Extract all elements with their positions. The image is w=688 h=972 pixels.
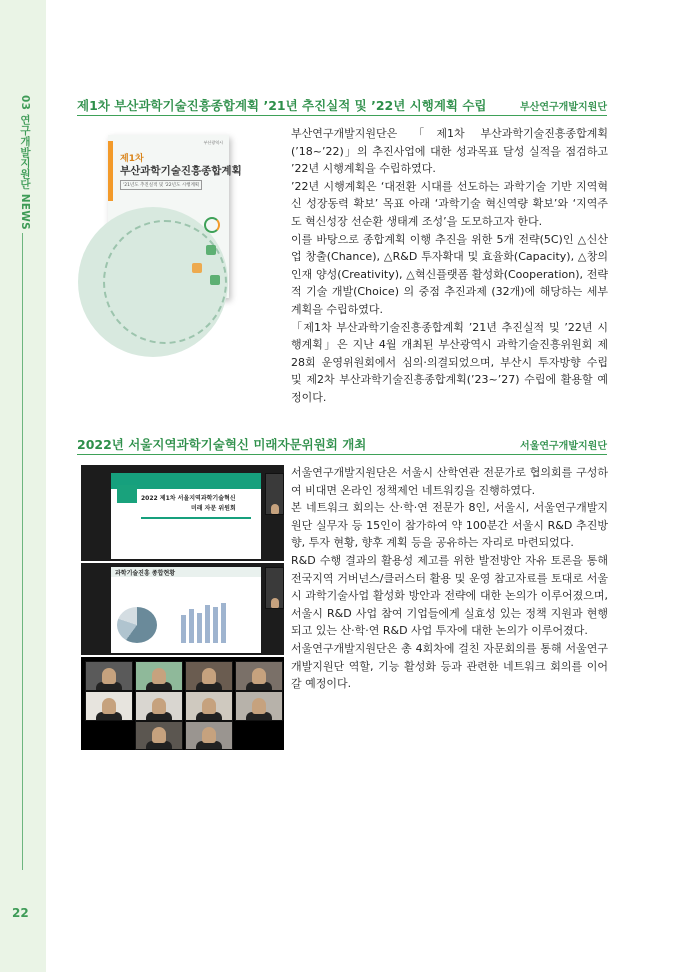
- cover-arc: [103, 220, 227, 344]
- slide-title-page: [111, 473, 261, 559]
- cover-title: 부산과학기술진흥종합계획: [120, 165, 242, 177]
- participant: [271, 598, 279, 608]
- section2-paragraph: R&D 수행 결과의 활용성 제고를 위한 발전방안 자유 토론을 통해 전국지역 거버넌스/클러스터 활용 및 운영 참고자료를 토대로 서울시 과학기술사업 활성화 방안과 전략에 대한 논의가 이루어졌으며, 서울시 R&D 사업 참여 기업들에게 실효성 있는 정책 지원과 현행되고 있는 산·학·연 R&D 사업 투자에 대한 논의가 이루어졌다.: [291, 553, 608, 638]
- bar-graphic: [205, 605, 210, 643]
- section2-paragraph: 본 네트워크 회의는 산·학·연 전문가 8인, 서울시, 서울연구개발지원단 실무자 등 15인이 참가하여 약 100분간 서울시 R&D 추진방향, 투자 현황, 향후 계획 등을 공유하는 자리로 마련되었다.: [291, 501, 608, 550]
- participant-tile: [265, 567, 284, 609]
- section1-paragraph: ’22년 시행계획은 ‘대전환 시대를 선도하는 과학기술 기반 지역혁신 성장동력 확보’ 목표 아래 ‘과학기술 혁신역량 확보’와 ‘지역주도 혁신성장 선순환 생태계 조성’을 도모하고자 한다.: [291, 179, 608, 228]
- participant-tile: [135, 691, 183, 721]
- participant: [152, 698, 166, 714]
- participant-tile: [185, 691, 233, 721]
- bar-graphic: [197, 613, 202, 643]
- participant-tile: [85, 661, 133, 691]
- section1-paragraph: 부산연구개발지원단은 「제1차 부산과학기술진흥종합계획(’18~’22)」의 추진사업에 대한 성과목표 달성 실적을 점검하고 ’22년 시행계획을 수립하였다.: [291, 127, 608, 176]
- cover-gov-text: 부산광역시: [203, 140, 223, 145]
- participant: [202, 698, 216, 714]
- cover-round: 제1차: [120, 154, 144, 164]
- meeting-screenshot-2: [81, 563, 284, 655]
- section1-header: [77, 96, 607, 112]
- book-cover-image: [108, 135, 242, 298]
- participant-tile: [265, 473, 284, 515]
- participant: [152, 727, 166, 743]
- slide2-title: 과학기술진흥 종합현황: [115, 570, 176, 577]
- page-number: 22: [12, 906, 29, 920]
- section2-paragraph: 서울연구개발지원단은 총 4회차에 걸친 자문회의를 통해 서울연구개발지원단 역할, 기능 활성화 등과 관련한 네트워크 회의를 이어갈 예정이다.: [291, 641, 608, 691]
- participant-tile: [135, 721, 183, 750]
- slide1-subtitle: 미래 자문 위원회: [191, 505, 236, 512]
- participant-tile: [135, 661, 183, 691]
- slide-divider: [141, 517, 251, 519]
- bar-graphic: [221, 603, 226, 643]
- section2-paragraph: 서울연구개발지원단은 서울시 산학연관 전문가로 협의회를 구성하여 비대면 온라인 정책제언 네트워킹을 진행하였다.: [291, 466, 608, 497]
- section1-rule: [77, 115, 607, 116]
- participant: [252, 698, 266, 714]
- slide-status-page: [111, 567, 261, 653]
- section2-body: [291, 464, 608, 693]
- meeting-screenshot-1: [81, 465, 284, 561]
- section1-paragraph: 「제1차 부산과학기술진흥종합계획 ’21년 추진실적 및 ’22년 시행계획」은 지난 4월 개최된 부산광역시 과학기술진흥위원회 제28회 운영위원회에서 심의·의결되었으며, 부산시 투자방향 수립 및 제2차 부산과학기술진흥종합계획(’23~’27) 수립에 활용할 예정이다.: [291, 320, 608, 404]
- cover-logo-icon: [204, 217, 220, 233]
- participant-tile: [235, 661, 283, 691]
- participant: [102, 698, 116, 714]
- cover-gear-icon: [192, 263, 202, 273]
- participant: [202, 727, 216, 743]
- sidebar-section-label: 03 연구개발지원단 NEWS: [19, 95, 31, 231]
- pie-chart-graphic: [117, 607, 157, 643]
- participant-tile: [185, 721, 233, 750]
- participant: [202, 668, 216, 684]
- cover-flask-icon: [210, 275, 220, 285]
- section1-org: 부산연구개발지원단: [520, 102, 607, 113]
- section1-body: [291, 125, 608, 407]
- sidebar-divider: [22, 233, 23, 870]
- section1-paragraph: 이를 바탕으로 종합계획 이행 추진을 위한 5개 전략(5C)인 △신산업 창출(Chance), △R&D 투자확대 및 효율화(Capacity), △창의인재 양성(Creativity), △혁신플랫폼 활성화(Cooperation), 전략적 기술 개발(Choice) 의 중점 추진과제 (32개)에 해당하는 세부 계획을 수립하였다.: [291, 232, 608, 316]
- section2-header: [77, 435, 607, 451]
- participant: [102, 668, 116, 684]
- slide-accent-block: [117, 485, 137, 503]
- video-gallery-screenshot: [81, 657, 284, 750]
- slide1-title: 2022 제1차 서울지역과학기술혁신: [141, 495, 236, 502]
- participant-tile: [85, 691, 133, 721]
- participant-tile: [185, 661, 233, 691]
- section1-title: 제1차 부산과학기술진흥종합계획 ’21년 추진실적 및 ’22년 시행계획 수립: [77, 98, 487, 113]
- section2-rule: [77, 454, 607, 455]
- bar-graphic: [213, 607, 218, 643]
- participant: [271, 504, 279, 514]
- cover-band: [108, 141, 113, 201]
- participant-tile: [235, 691, 283, 721]
- cover-building-icon: [206, 245, 216, 255]
- participant: [252, 668, 266, 684]
- bar-graphic: [181, 615, 186, 643]
- section2-title: 2022년 서울지역과학기술혁신 미래자문위원회 개최: [77, 437, 367, 452]
- section2-org: 서울연구개발지원단: [520, 441, 607, 452]
- cover-subtitle: '21년도 추진실적 및 '22년도 시행계획: [120, 180, 202, 190]
- participant: [152, 668, 166, 684]
- bar-graphic: [189, 609, 194, 643]
